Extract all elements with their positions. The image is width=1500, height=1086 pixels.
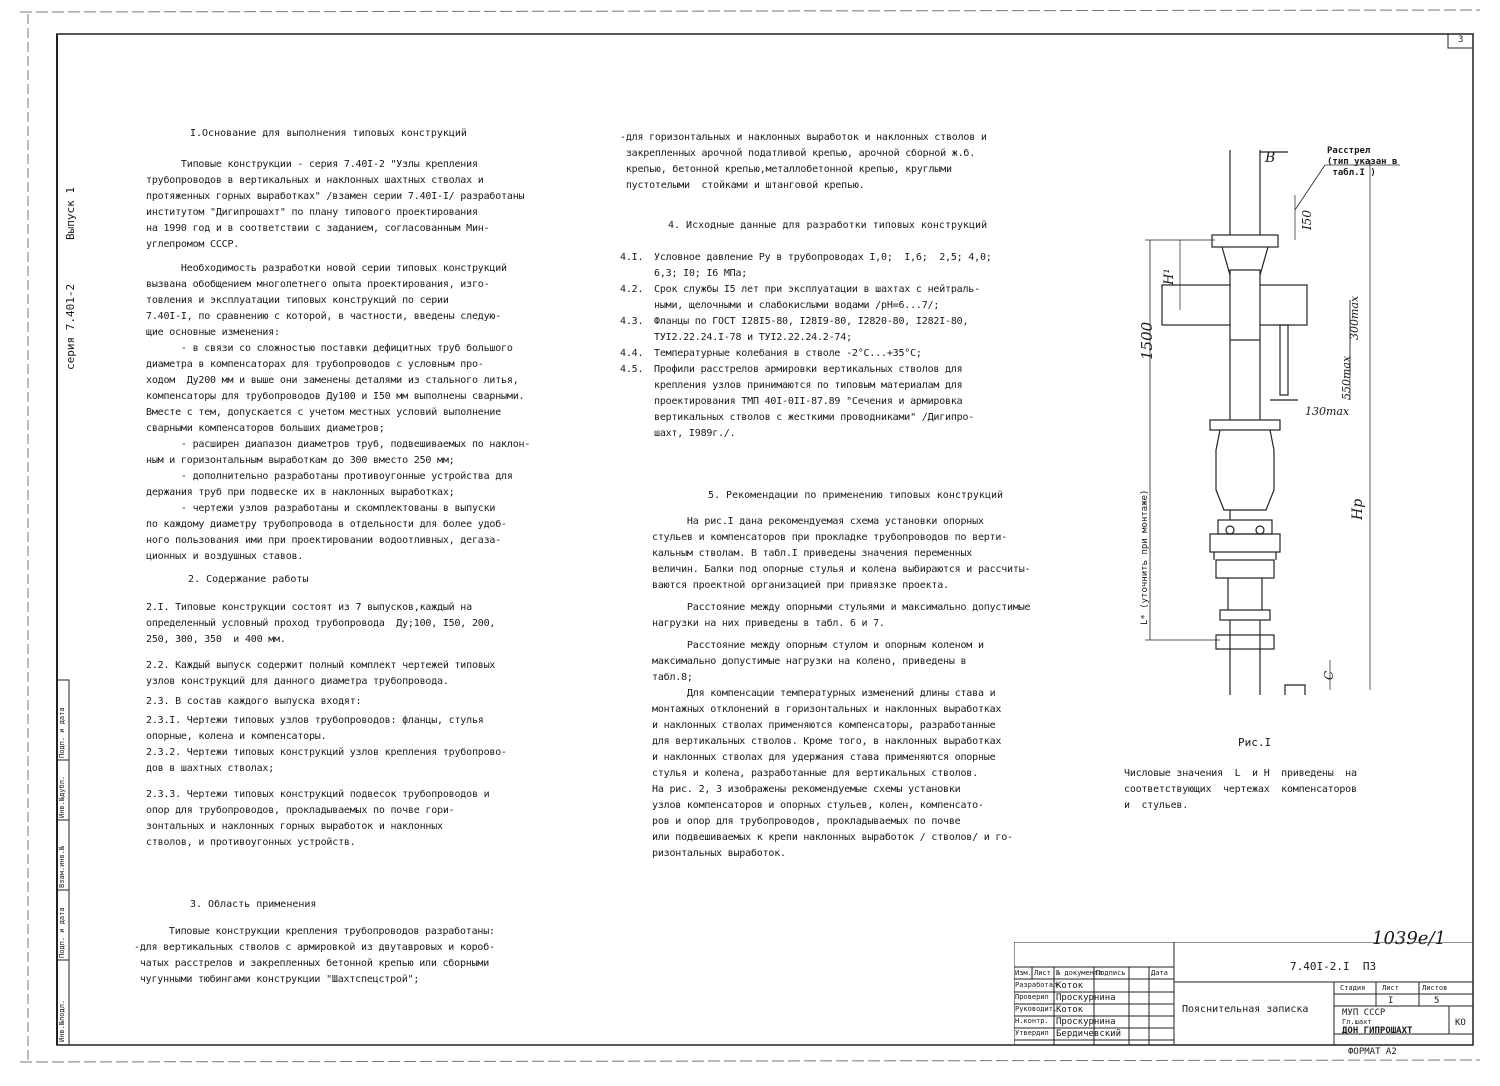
dim-b: B [1265, 150, 1276, 166]
stamp-h-list: Лист [1034, 969, 1051, 977]
stamp-h-date: Дата [1151, 969, 1168, 977]
figure-caption: Рис.I [1238, 736, 1272, 749]
stamp-role-2: Руководит. [1015, 1005, 1058, 1013]
org-code: КО [1455, 1018, 1466, 1028]
dim-l-note: L* (уточнить при монтаже) [1140, 489, 1150, 625]
section2-heading: 2. Содержание работы [188, 574, 309, 585]
sheets-value: 5 [1434, 996, 1440, 1006]
stamp-h-doc: № документа [1056, 969, 1103, 977]
margin-sign-3: Взам.инв.№ [58, 845, 66, 888]
margin-sign-1: Инв.№подл. [58, 999, 66, 1042]
stamp-h-sign: Подпись [1096, 969, 1126, 977]
section5-body: На рис.I дана рекомендуемая схема установки опорных стульев и компенсаторов при прокладке трубопроводов по верти- кальным стволам. В табл.I приведены значения переменных величин. Балки под опорные стулья и колена выбираются и рассчиты- ваются проектной организацией при привязке проекта. Расстояние между опорными стульями и максимально допустимые нагрузки на них приведены в табл. 6 и 7. Расстояние между опорным стулом и опорным коленом и максимально допустимые нагрузки на колено, приведены в табл.8; Для компенсации температурных изменений длины става и монтажных отклонений в горизонтальных и наклонных выработках и наклонных стволах применяются компенсаторы, разработанные для вертикальных стволов. Кроме того, в наклонных выработках и наклонных стволах для удержания става применяются опорные стулья и колена, разработанные для вертикальных стволов. На рис. 2, 3 изображены рекомендуемые схемы установки узлов компенсаторов и опорных стульев, колен, компенсато- ров и опор для трубопроводов, прокладываемых по почве или подвешиваемых к крепи наклонных выработок / стволов/ и го- ризонтальных выработок. [652, 516, 1031, 859]
section1-heading: I.Основание для выполнения типовых конструкций [190, 128, 467, 139]
section3-continuation: -для горизонтальных и наклонных выработок и наклонных стволов и закрепленных арочной податливой крепью, арочной сборной ж.б. крепью, бетонной крепью,металлобетонной крепью, круглыми пустотелыми стойками и штанговой крепью. [620, 132, 987, 191]
doc-code: 7.40I-2.I ПЗ [1290, 960, 1377, 973]
sheet-value: I [1388, 996, 1394, 1006]
section5-heading: 5. Рекомендации по применению типовых конструкций [708, 490, 1004, 501]
dim-c: C [1322, 670, 1336, 680]
stamp-h-izm: Изм. [1015, 969, 1032, 977]
dim-550max: 550max [1340, 355, 1353, 400]
dim-hp: Hр [1350, 498, 1366, 520]
margin-sign-2: Подп. и дата [58, 907, 66, 958]
stamp-role-1: Проверил [1015, 993, 1049, 1001]
sheets-header: Листов [1422, 984, 1448, 992]
dim-1500: 1500 [1138, 321, 1156, 360]
stamp-name-2: Коток [1056, 1005, 1084, 1015]
sheet-header: Лист [1382, 984, 1399, 992]
section4-body: 4.I. Условное давление Ру в трубопроводах I,0; I,6; 2,5; 4,0; 6,3; I0; I6 МПа; 4.2. Срок службы I5 лет при эксплуатации в шахтах с нейтраль- ными, щелочными и слабокислыми водами /рН=6...7/; 4.3. Фланцы по ГОСТ I28I5-80, I28I9-80, I2820-80, I282I-80, ТУI2.22.24.I-78 и ТУI2.22.24.2-74; 4.4. Температурные колебания в стволе -2°C...+35°C; 4.5. Профили расстрелов армировки вертикальных стволов для крепления узлов принимаются по типовым материалам для проектирования ТМП 40I-0II-87.89 "Сечения и армировка вертикальных стволов с жесткими проводниками" /Дигипро- шахт, I989г./. [620, 252, 992, 439]
dim-h1: H¹ [1162, 268, 1177, 285]
stamp-role-4: Утвердил [1015, 1029, 1049, 1037]
dim-130max: 130max [1305, 405, 1350, 418]
dim-150: I50 [1300, 209, 1314, 230]
stage-header: Стадия [1340, 984, 1366, 992]
margin-sign-4: Инв.№дубл. [58, 775, 66, 818]
figure-callout: Расстрел (тип указан в табл.I ) [1327, 146, 1398, 178]
section3-heading: 3. Область применения [190, 899, 317, 910]
stamp-name-4: Бердичевский [1056, 1029, 1122, 1039]
stamp-name-0: Коток [1056, 981, 1084, 991]
section1-body: Типовые конструкции - серия 7.40I-2 "Узлы крепления трубопроводов в вертикальных и наклонных шахтных стволах и протяженных горных выработках" /взамен серии 7.40I-I/ разработаны институтом "Дигипрошахт" по плану типового проектирования на 1990 год и в соответствии с заданием, согласованным Мин- углепромом СССР. Необходимость разработки новой серии типовых конструкций вызвана обобщением многолетнего опыта проектирования, изго- товления и эксплуатации типовых конструкций по серии 7.40I-I, по сравнению с которой, в частности, введены следую- щие основные изменения: - в связи со сложностью поставки дефицитных труб большого диаметра в компенсаторах для трубопроводов с условным про- ходом Ду200 мм и выше они заменены деталями из стального литья, компенсаторы для трубопроводов Ду100 и I50 мм выполнены сварными. Вместе с тем, допускается с учетом местных условий выполнение сварными компенсаторов больших диаметров; - расширен диапазон диаметров труб, подвешиваемых по наклон- ным и горизонтальным выработкам до 300 вместо 250 мм; - дополнительно разработаны противоугонные устройства для держания труб при подвеске их в наклонных выработках; - чертежи узлов разработаны и скомплектованы в выпуски по каждому диаметру трубопровода в отдельности для более удоб- ного пользования ими при проектировании водоотливных, дегаза- ционных и воздушных ставов. [146, 159, 531, 562]
margin-sign-5: Подп. и дата [58, 707, 66, 758]
doc-title: Пояснительная записка [1182, 1004, 1309, 1015]
figure-note: Числовые значения L и H приведены на соответствующих чертежах компенсаторов и стульев. [1124, 768, 1357, 811]
org-block: МУП СССР Гл.шахт ДОН ГИПРОШАХТ [1342, 1008, 1413, 1036]
series-label: серия 7.401-2 [64, 283, 77, 370]
handwritten-code: 1039е/1 [1372, 928, 1446, 949]
figure-1-drawing [1120, 140, 1420, 720]
issue-label: Выпуск 1 [64, 187, 77, 240]
dim-300max: 300max [1348, 295, 1361, 340]
section2-body: 2.I. Типовые конструкции состоят из 7 выпусков,каждый на определенный условный проход трубопровода Ду;100, I50, 200, 250, 300, 350 и 400 мм. 2.2. Каждый выпуск содержит полный комплект чертежей типовых узлов конструкций для данного диаметра трубопровода. 2.3. В состав каждого выпуска входят: 2.3.I. Чертежи типовых узлов трубопроводов: фланцы, стулья опорные, колена и компенсаторы. 2.3.2. Чертежи типовых конструкций узлов крепления трубопрово- дов в шахтных стволах; 2.3.3. Чертежи типовых конструкций подвесок трубопроводов и опор для трубопроводов, прокладываемых по почве гори- зонтальных и наклонных горных выработок и наклонных стволов, и противоугонных устройств. [146, 602, 507, 848]
stamp-name-1: Проскурнина [1056, 993, 1116, 1003]
stamp-role-3: Н.контр. [1015, 1017, 1049, 1025]
stamp-name-3: Проскурнина [1056, 1017, 1116, 1027]
page-number: 3 [1458, 35, 1464, 45]
section3-body: Типовые конструкции крепления трубопроводов разработаны: -для вертикальных стволов с армировкой из двутавровых и короб- чатых расстрелов и закрепленных бетонной крепью или сборными чугунными тюбингами конструкции "Шахтспецстрой"; [134, 926, 495, 985]
section4-heading: 4. Исходные данные для разработки типовых конструкций [668, 220, 988, 231]
format-label: ФОРМАТ А2 [1348, 1047, 1397, 1057]
stamp-role-0: Разработал [1015, 981, 1058, 989]
